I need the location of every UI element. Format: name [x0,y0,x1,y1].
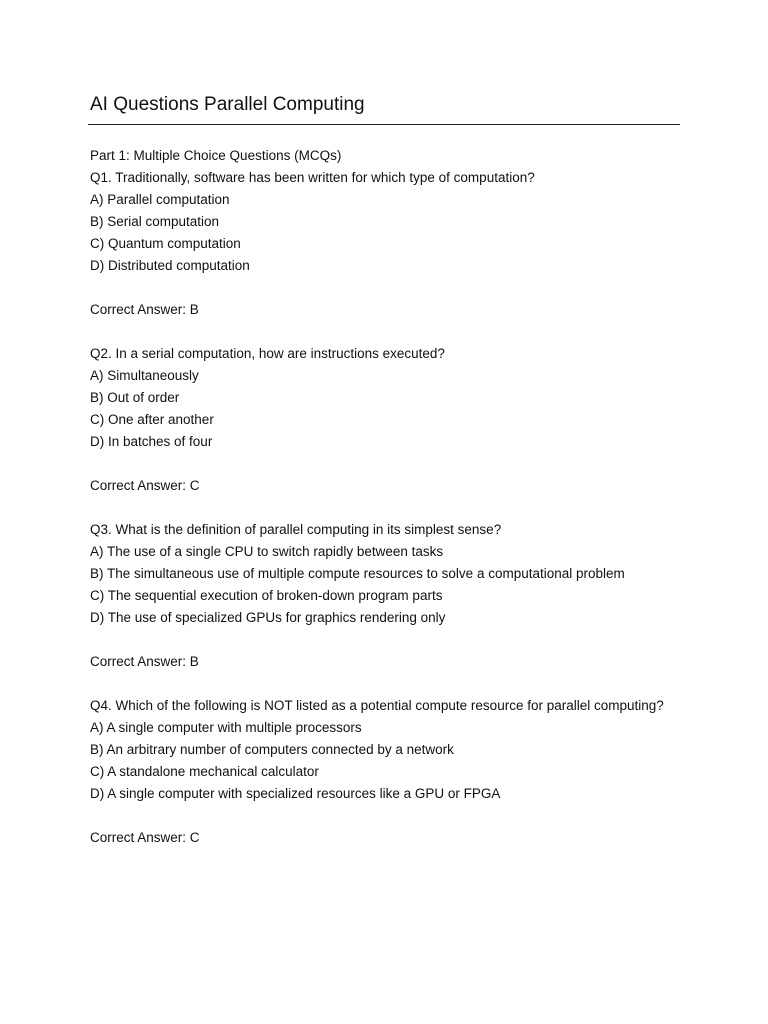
spacer [90,497,690,519]
option-a: A) Simultaneously [90,368,199,383]
question-text: Q2. In a serial computation, how are instructions executed? [90,346,445,361]
spacer [90,321,690,343]
correct-answer: Correct Answer: B [90,302,199,317]
spacer [90,805,690,827]
document-title: AI Questions Parallel Computing [90,94,365,115]
question-text: Q1. Traditionally, software has been written for which type of computation? [90,170,535,185]
option-b: B) The simultaneous use of multiple compute resources to solve a computational problem [90,566,625,581]
spacer [90,673,690,695]
document-body [90,145,690,849]
option-d: D) The use of specialized GPUs for graphics rendering only [90,610,446,625]
option-a: A) Parallel computation [90,192,230,207]
option-d: D) Distributed computation [90,258,250,273]
option-b: B) Out of order [90,390,180,405]
option-c: C) A standalone mechanical calculator [90,764,319,779]
option-b: B) An arbitrary number of computers connected by a network [90,742,454,757]
option-c: C) One after another [90,412,214,427]
option-c: C) Quantum computation [90,236,241,251]
correct-answer: Correct Answer: C [90,478,200,493]
question-text: Q4. Which of the following is NOT listed as a potential compute resource for parallel computing? [90,698,664,713]
spacer [90,453,690,475]
option-a: A) The use of a single CPU to switch rapidly between tasks [90,544,444,559]
option-d: D) A single computer with specialized resources like a GPU or FPGA [90,786,501,801]
spacer [90,277,690,299]
option-c: C) The sequential execution of broken-down program parts [90,588,443,603]
part-heading: Part 1: Multiple Choice Questions (MCQs) [90,148,342,163]
spacer [90,629,690,651]
correct-answer: Correct Answer: B [90,654,199,669]
title-divider [88,124,680,125]
option-a: A) A single computer with multiple processors [90,720,362,735]
question-text: Q3. What is the definition of parallel computing in its simplest sense? [90,522,502,537]
correct-answer: Correct Answer: C [90,830,200,845]
option-d: D) In batches of four [90,434,213,449]
option-b: B) Serial computation [90,214,220,229]
